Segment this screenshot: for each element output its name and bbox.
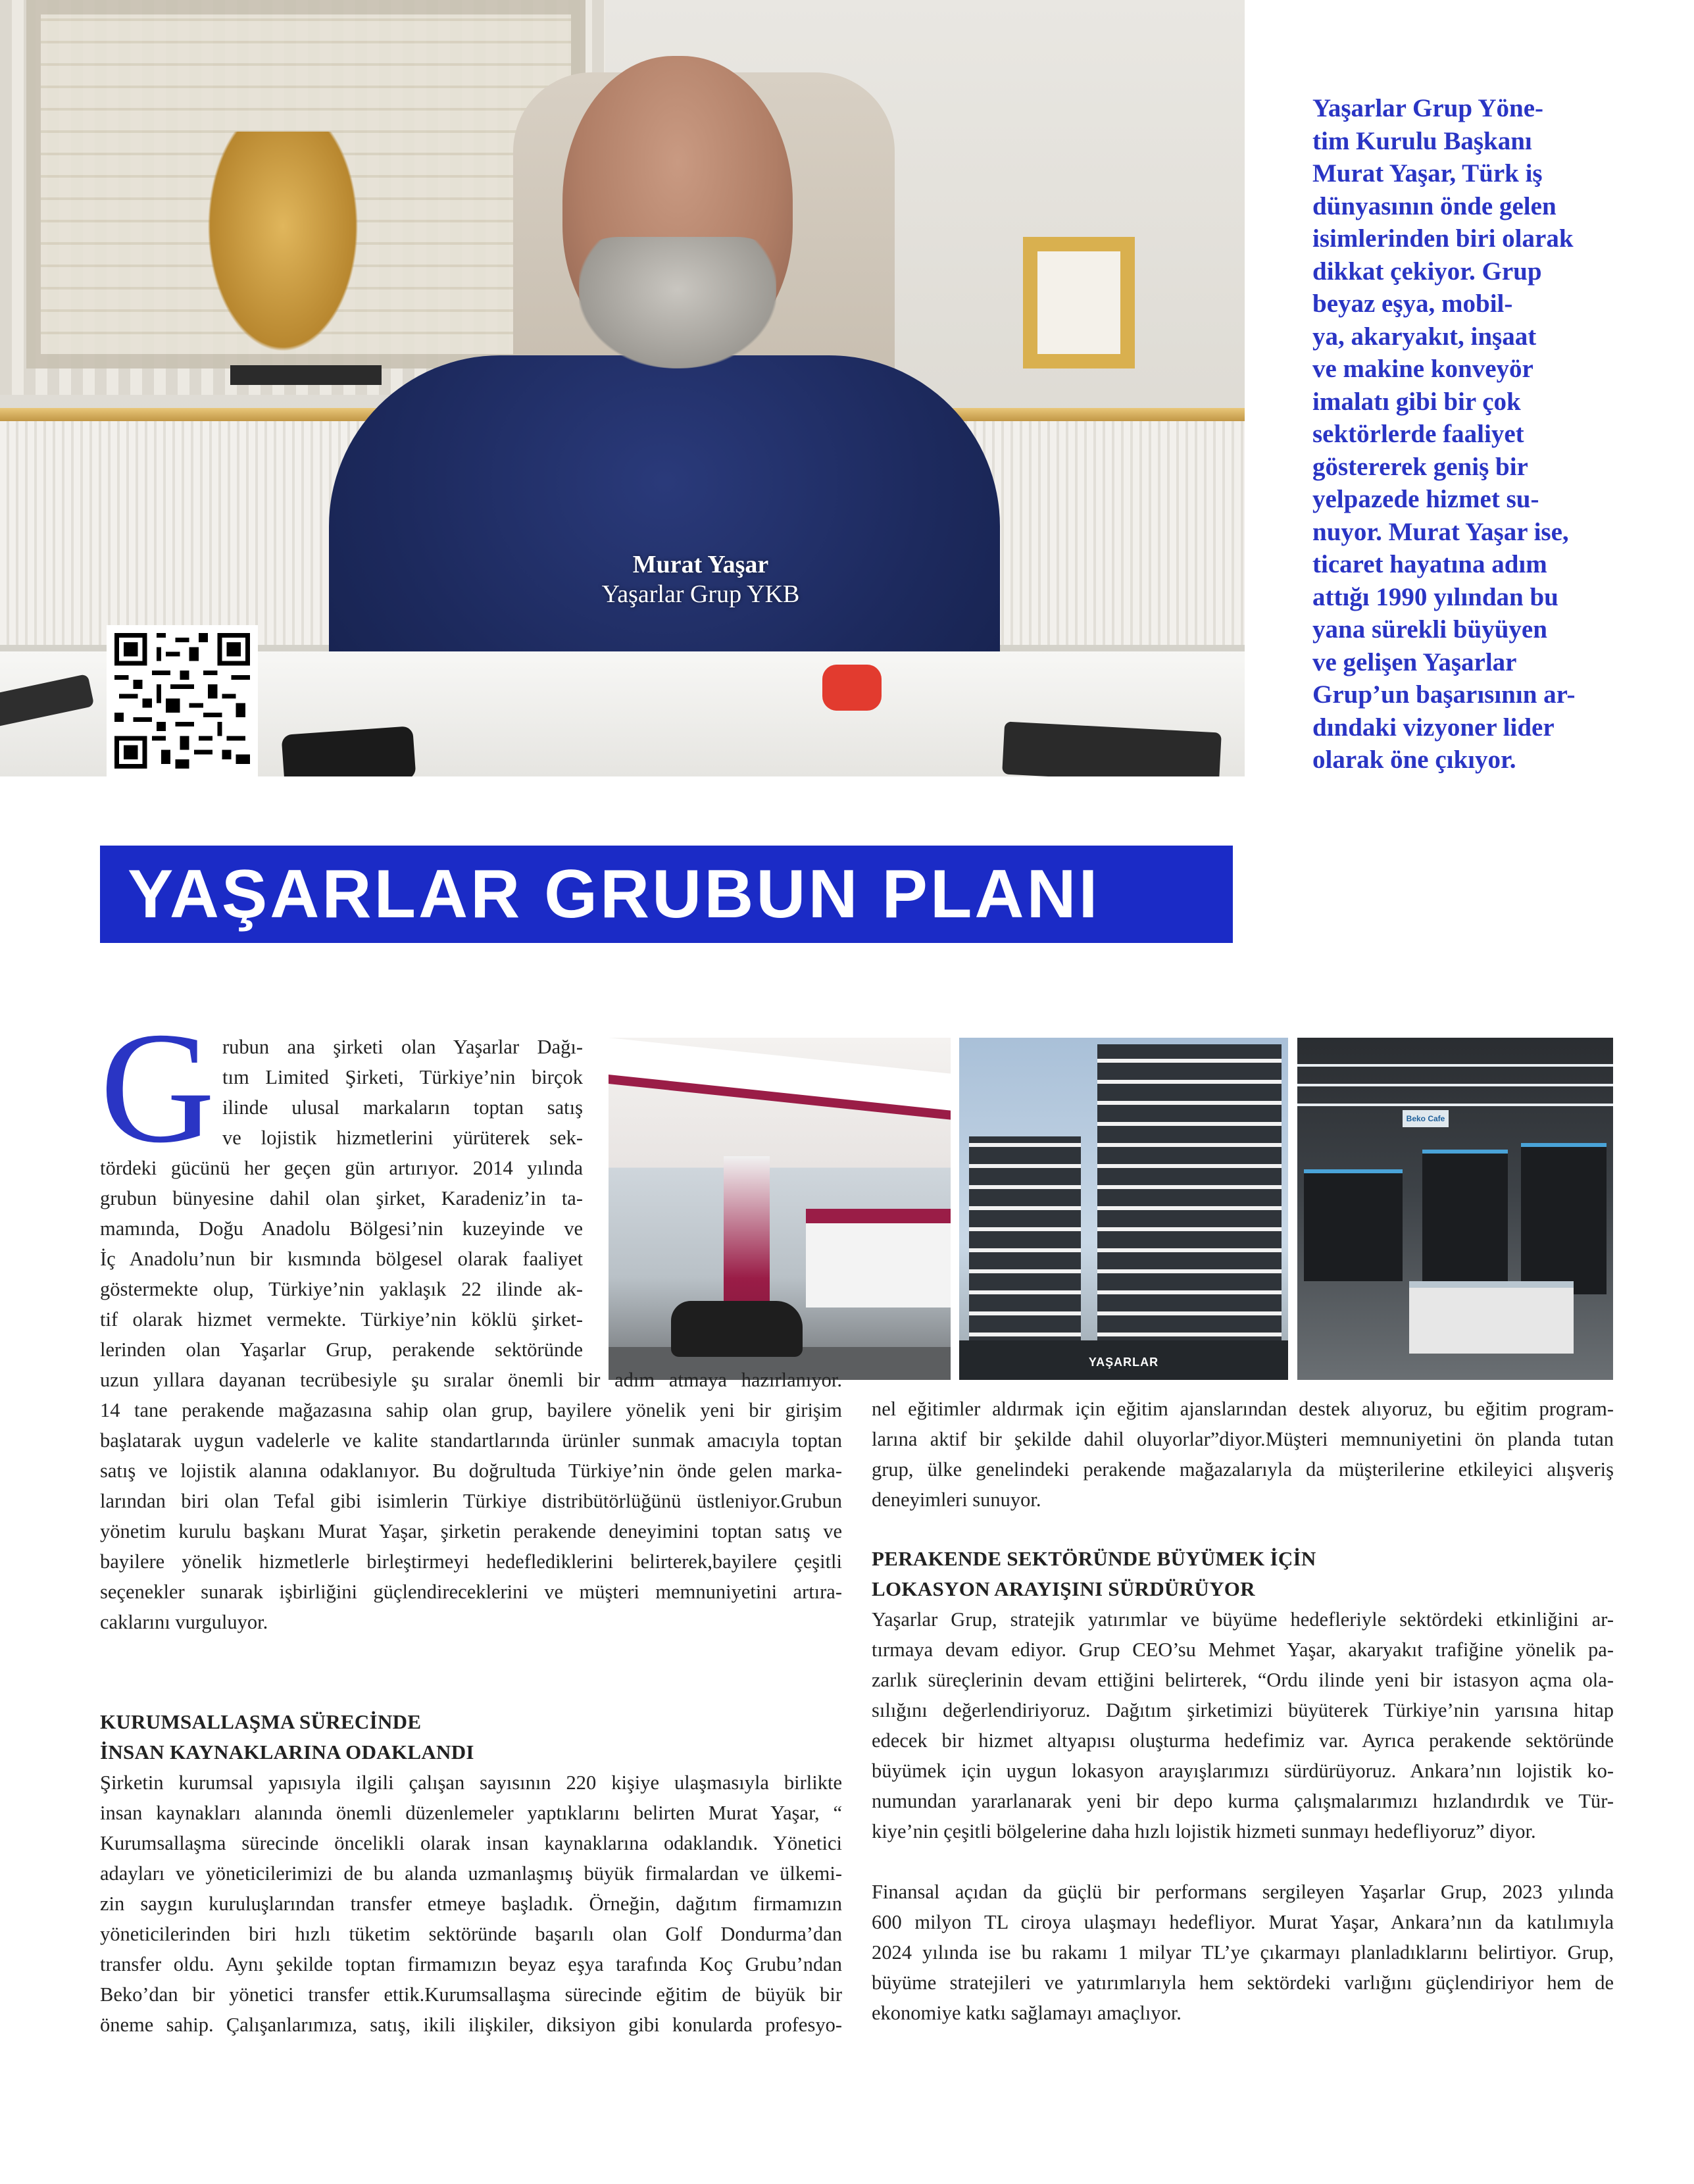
text-line: rubun ana şirketi olan Yaşarlar Dağı-	[222, 1036, 583, 1058]
photo-store	[1297, 1038, 1613, 1380]
left-section-heading	[100, 1707, 842, 1767]
left-column-body	[100, 1153, 583, 1365]
text-line: numundan yararlanarak yeni bir depo kurma çalışmalarımızı hızlandırdık ve Tür-	[872, 1790, 1614, 1812]
building-tower-left	[969, 1136, 1081, 1354]
qr-code-graphic	[114, 633, 250, 769]
text-line: zin saygın kuruluşlarından transfer etmeye başladık. Örneğin, dağıtım firmamızın	[100, 1892, 842, 1915]
text-line: Yaşarlar Grup, stratejik yatırımlar ve büyüme hedefleriyle sektördeki etkinliğini ar-	[872, 1608, 1614, 1631]
left-column-top	[222, 1032, 583, 1153]
text-line: ve lojistik hizmetlerini yürüterek sek-	[222, 1127, 583, 1149]
right-section-body	[872, 1604, 1614, 1846]
text-line: sılığını değerlendiriyoruz. Dağıtım şirketimizi büyüterek Türkiye’nin yarısına hitap	[872, 1699, 1614, 1721]
text-line: tım Limited Şirketi, Türkiye’nin birçok	[222, 1066, 583, 1088]
photo-gas-station	[609, 1038, 951, 1380]
store-lights	[1297, 1064, 1613, 1067]
building-tower-right	[1097, 1044, 1282, 1354]
text-line: yana sürekli büyüyen	[1312, 615, 1547, 644]
text-line: imalatı gibi bir çok	[1312, 387, 1521, 416]
store-shelf	[1521, 1143, 1607, 1294]
text-line: ya, akaryakıt, inşaat	[1312, 322, 1537, 351]
heading-line: KURUMSALLAŞMA SÜRECİNDE	[100, 1710, 422, 1733]
text-line: Beko’dan bir yönetici transfer ettik.Kurumsallaşma sürecinde eğitim de büyük bir	[100, 1983, 842, 2006]
text-line: larına aktif bir şekilde dahil oluyorlar”diyor.Müşteri memnuniyetini ön planda tutan	[872, 1428, 1614, 1450]
left-section-body	[100, 1767, 842, 2040]
text-line: dındaki vizyoner lider	[1312, 713, 1555, 742]
text-line: kiye’nin çeşitli bölgelerine daha hızlı lojistik hizmeti sunmayı hedefliyoruz” diyor.	[872, 1820, 1536, 1842]
text-line: tif olarak hizmet vermekte. Türkiye’nin köklü şirket-	[100, 1308, 583, 1331]
left-column-wide	[100, 1365, 842, 1637]
smartphone	[281, 726, 416, 776]
text-line: büyümek için uygun lokasyon arayışlarımızı sürdürüyoruz. Ankara’nın lojistik ko-	[872, 1760, 1614, 1782]
text-line: dünyasının önde gelen	[1312, 191, 1557, 220]
text-line: sektörlerde faaliyet	[1312, 420, 1524, 448]
statue-base	[230, 365, 382, 385]
text-line: Grup’un başarısının ar-	[1312, 680, 1576, 709]
text-line: tördeki gücünü her geçen gün artırıyor. 2014 yılında	[100, 1157, 583, 1179]
text-line: nuyor. Murat Yaşar ise,	[1312, 517, 1569, 546]
text-line: ekonomiye katkı sağlamayı amaçlıyor.	[872, 2002, 1182, 2024]
text-line: beyaz eşya, mobil-	[1312, 290, 1513, 318]
text-line: büyüme stratejileri ve yatırımlarıyla hem sektördeki varlığını güçlendiriyor hem de	[872, 1971, 1614, 1994]
right-section-heading	[872, 1544, 1614, 1604]
text-line: bayilere yönelik hizmetlerle birleştirmeyi hedeflediklerini belirterek,bayilere çeşitli	[100, 1550, 842, 1573]
text-line: Finansal açıdan da güçlü bir performans sergileyen Yaşarlar Grup, 2023 yılında	[872, 1881, 1614, 1903]
text-line: göstermekte olup, Türkiye’nin yaklaşık 22 ilinde ak-	[100, 1278, 583, 1300]
right-final-body	[872, 1877, 1614, 2028]
text-line: tim Kurulu Başkanı	[1312, 126, 1532, 155]
text-line: mamında, Doğu Anadolu Bölgesi’nin kuzeyinde ve	[100, 1217, 583, 1240]
drop-cap: G	[100, 1000, 215, 1176]
text-line: nel eğitimler aldırmak için eğitim ajanslarından destek alıyoruz, bu eğitim program-	[872, 1398, 1614, 1420]
heading-line: PERAKENDE SEKTÖRÜNDE BÜYÜMEK İÇİN	[872, 1547, 1316, 1570]
text-line: edecek bir hizmet altyapısı oluşturma hedefimiz var. Ayrıca perakende sektöründe	[872, 1729, 1614, 1752]
text-line: larından biri olan Tefal gibi isimlerin Türkiye distribütörlüğünü üstleniyor.Grubun	[100, 1490, 842, 1512]
car	[671, 1301, 803, 1357]
heading-line: İNSAN KAYNAKLARINA ODAKLANDI	[100, 1740, 474, 1764]
gold-picture-frame	[1023, 237, 1135, 368]
text-line: grubun bünyesine dahil olan şirket, Karadeniz’in ta-	[100, 1187, 583, 1209]
text-line: tırmaya devam ediyor. Grup CEO’su Mehmet Yaşar, akaryakıt trafiğine yönelik pa-	[872, 1638, 1614, 1661]
text-line: seçenekler sunarak işbirliğini güçlendireceklerini ve müşteri memnuniyetini artıra-	[100, 1581, 842, 1603]
red-watch	[822, 665, 882, 711]
text-line: öneme sahip. Çalışanlarımıza, satış, ikili ilişkiler, diksiyon gibi konularda profesyo-	[100, 2014, 842, 2036]
heading-line: LOKASYON ARAYIŞINI SÜRDÜRÜYOR	[872, 1577, 1255, 1600]
text-line: yelpazede hizmet su-	[1312, 485, 1539, 513]
text-line: ilinde ulusal markaların toptan satış	[222, 1096, 583, 1119]
store-display-table	[1409, 1281, 1574, 1354]
title-bar	[100, 846, 1233, 943]
caption-role: Yaşarlar Grup YKB	[601, 580, 800, 608]
hero-photo	[0, 0, 1245, 776]
text-line: Kurumsallaşma sürecinde öncelikli olarak insan kaynaklarına odaklandık. Yönetici	[100, 1832, 842, 1854]
photo-caption	[562, 549, 839, 609]
text-line: transfer oldu. Aynı şekilde toptan firmamızın beyaz eşya tarafında Koç Grubu’ndan	[100, 1953, 842, 1975]
text-line: ve gelişen Yaşarlar	[1312, 648, 1517, 676]
horse-statue	[197, 132, 368, 368]
store-shelf	[1304, 1169, 1403, 1281]
store-sign: Beko Cafe	[1403, 1110, 1449, 1127]
text-line: yönetim kurulu başkanı Murat Yaşar, şirketin perakende deneyimini toptan satış ve	[100, 1520, 842, 1542]
text-line: başlatarak uygun vadelerle ve kalite standartlarında ürünler sunmak amacıyla toptan	[100, 1429, 842, 1452]
text-line: caklarını vurguluyor.	[100, 1611, 268, 1633]
text-line: Murat Yaşar, Türk iş	[1312, 159, 1543, 188]
text-line: olarak öne çıkıyor.	[1312, 746, 1516, 774]
qr-code-icon[interactable]	[107, 625, 258, 776]
text-line: İç Anadolu’nun bir kısmında bölgesel olarak faaliyet	[100, 1248, 583, 1270]
text-line: uzun yıllara dayanan tecrübesiyle şu sıralar önemli bir adım atmaya hazırlanıyor.	[100, 1369, 842, 1391]
text-line: attığı 1990 yılından bu	[1312, 582, 1558, 611]
text-line: grup, ülke genelindeki perakende mağazalarıyla da müşterilerine etkileyici alışveriş	[872, 1458, 1614, 1481]
caption-name: Murat Yaşar	[632, 551, 769, 578]
text-line: Şirketin kurumsal yapısıyla ilgili çalışan sayısının 220 kişiye ulaşmasıyla birlikte	[100, 1771, 842, 1794]
text-line: insan kaynakları alanında önemli düzenlemeler yaptıklarını belirten Murat Yaşar, “	[100, 1802, 842, 1824]
text-line: deneyimleri sunuyor.	[872, 1488, 1041, 1511]
text-line: adayları ve yöneticilerimizi de bu alanda uzmanlaşmış büyük firmalardan ve ülkemi-	[100, 1862, 842, 1885]
text-line: ve makine konveyör	[1312, 355, 1533, 383]
article-title: YAŞARLAR GRUBUN PLANI	[128, 856, 1101, 932]
text-line: 600 milyon TL ciroya ulaşmayı hedefliyor. Murat Yaşar, Ankara’nın da katılımıyla	[872, 1911, 1614, 1933]
text-line: Yaşarlar Grup Yöne-	[1312, 94, 1543, 122]
text-line: yöneticilerinden biri hızlı tüketim sektöründe başarılı olan Golf Dondurma’dan	[100, 1923, 842, 1945]
store-shelf	[1422, 1150, 1508, 1281]
text-line: ticaret hayatına adım	[1312, 550, 1547, 578]
text-line: isimlerinden biri olarak	[1312, 224, 1574, 253]
building-label: YAŞARLAR	[1088, 1356, 1159, 1369]
intro-text	[1312, 92, 1648, 776]
person-beard	[579, 237, 776, 368]
station-shop	[806, 1209, 951, 1308]
text-line: 14 tane perakende mağazasına sahip olan grup, bayilere yönelik yeni bir girişim	[100, 1399, 842, 1421]
photo-building	[959, 1038, 1288, 1380]
text-line: dikkat çekiyor. Grup	[1312, 257, 1542, 286]
text-line: lerinden olan Yaşarlar Grup, perakende sektöründe	[100, 1338, 583, 1361]
text-line: göstererek geniş bir	[1312, 452, 1528, 481]
text-line: satış ve lojistik alanına odaklanıyor. Bu doğrultuda Türkiye’nin önde gelen marka-	[100, 1460, 842, 1482]
text-line: 2024 yılında ise bu rakamı 1 milyar TL’ye çıkarmayı planladıklarını belirtiyor. Grup,	[872, 1941, 1614, 1964]
right-column-top	[872, 1394, 1614, 1515]
station-canopy	[609, 1038, 951, 1120]
text-line: zarlık süreçlerinin devam ettiğini belirterek, “Ordu ilinde yeni bir istasyon açma ola-	[872, 1669, 1614, 1691]
